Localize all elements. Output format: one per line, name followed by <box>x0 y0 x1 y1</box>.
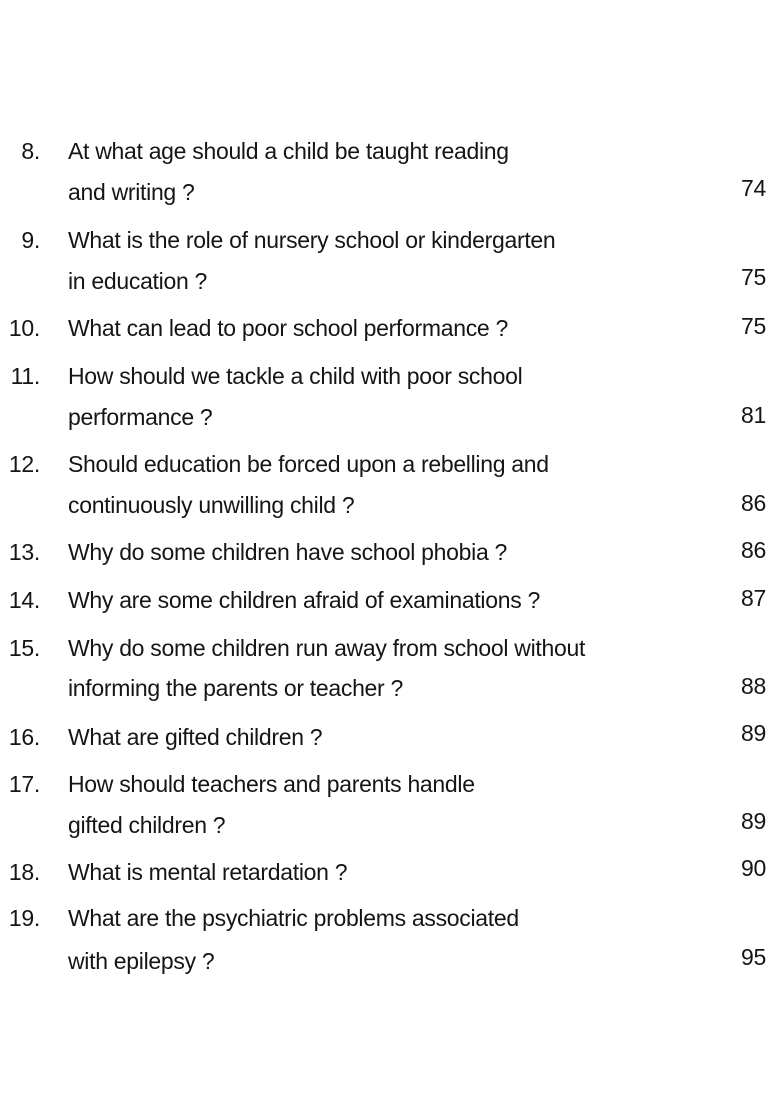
entry-title: What can lead to poor school performance ? <box>68 315 508 341</box>
entry-page: 75 <box>741 264 766 290</box>
entry-title: What is the role of nursery school or kindergarten <box>68 227 556 253</box>
toc-entry-13 <box>0 537 780 567</box>
entry-title-cont: continuously unwilling child ? <box>68 492 355 518</box>
entry-page: 74 <box>741 175 766 201</box>
entry-title: What is mental retardation ? <box>68 859 348 885</box>
entry-title-cont: in education ? <box>68 268 208 294</box>
entry-title-cont: performance ? <box>68 404 213 430</box>
entry-number: 17. <box>8 771 40 797</box>
toc-entry-11 <box>0 361 780 391</box>
entry-page: 89 <box>741 720 766 746</box>
entry-title: What are gifted children ? <box>68 724 323 750</box>
toc-entry-15-cont <box>0 673 780 703</box>
entry-title: Why do some children run away from school without <box>68 635 586 661</box>
toc-entry-9 <box>0 225 780 255</box>
entry-title: How should teachers and parents handle <box>68 771 475 797</box>
entry-page: 75 <box>741 313 766 339</box>
toc-entry-12 <box>0 449 780 479</box>
entry-title: At what age should a child be taught reading <box>68 138 509 164</box>
entry-page: 89 <box>741 808 766 834</box>
entry-number: 18. <box>8 859 40 885</box>
entry-number: 8. <box>21 138 40 164</box>
toc-entry-10 <box>0 313 780 343</box>
entry-number: 16. <box>8 724 40 750</box>
toc-entry-9-cont <box>0 266 780 296</box>
toc-entry-8 <box>0 136 780 166</box>
entry-number: 14. <box>8 587 40 613</box>
toc-entry-8-cont <box>0 177 780 207</box>
toc-entry-14 <box>0 585 780 615</box>
entry-number: 13. <box>8 539 40 565</box>
entry-title-cont: gifted children ? <box>68 812 226 838</box>
entry-number: 15. <box>8 635 40 661</box>
entry-title-cont: with epilepsy ? <box>68 948 215 974</box>
toc-entry-17 <box>0 769 780 799</box>
toc-entry-17-cont <box>0 810 780 840</box>
entry-number: 19. <box>8 905 40 931</box>
entry-number: 12. <box>8 451 40 477</box>
entry-title: Why do some children have school phobia ? <box>68 539 508 565</box>
entry-page: 86 <box>741 537 766 563</box>
toc-entry-19-cont <box>0 946 780 976</box>
entry-number: 11. <box>10 363 40 389</box>
entry-title-cont: and writing ? <box>68 179 195 205</box>
toc-entry-11-cont <box>0 402 780 432</box>
entry-title-cont: informing the parents or teacher ? <box>68 675 403 701</box>
entry-title: Why are some children afraid of examinations ? <box>68 587 540 613</box>
entry-number: 9. <box>21 227 40 253</box>
toc-entry-16 <box>0 722 780 752</box>
toc-entry-12-cont <box>0 490 780 520</box>
entry-page: 81 <box>741 402 766 428</box>
entry-title: What are the psychiatric problems associated <box>68 905 519 931</box>
entry-page: 87 <box>741 585 766 611</box>
entry-page: 95 <box>741 944 766 970</box>
entry-title: Should education be forced upon a rebelling and <box>68 451 549 477</box>
entry-page: 90 <box>741 855 766 881</box>
entry-page: 86 <box>741 490 766 516</box>
toc-entry-19 <box>0 903 780 933</box>
toc-entry-18 <box>0 857 780 887</box>
entry-page: 88 <box>741 673 766 699</box>
entry-title: How should we tackle a child with poor school <box>68 363 523 389</box>
toc-entry-15 <box>0 633 780 663</box>
entry-number: 10. <box>8 315 40 341</box>
